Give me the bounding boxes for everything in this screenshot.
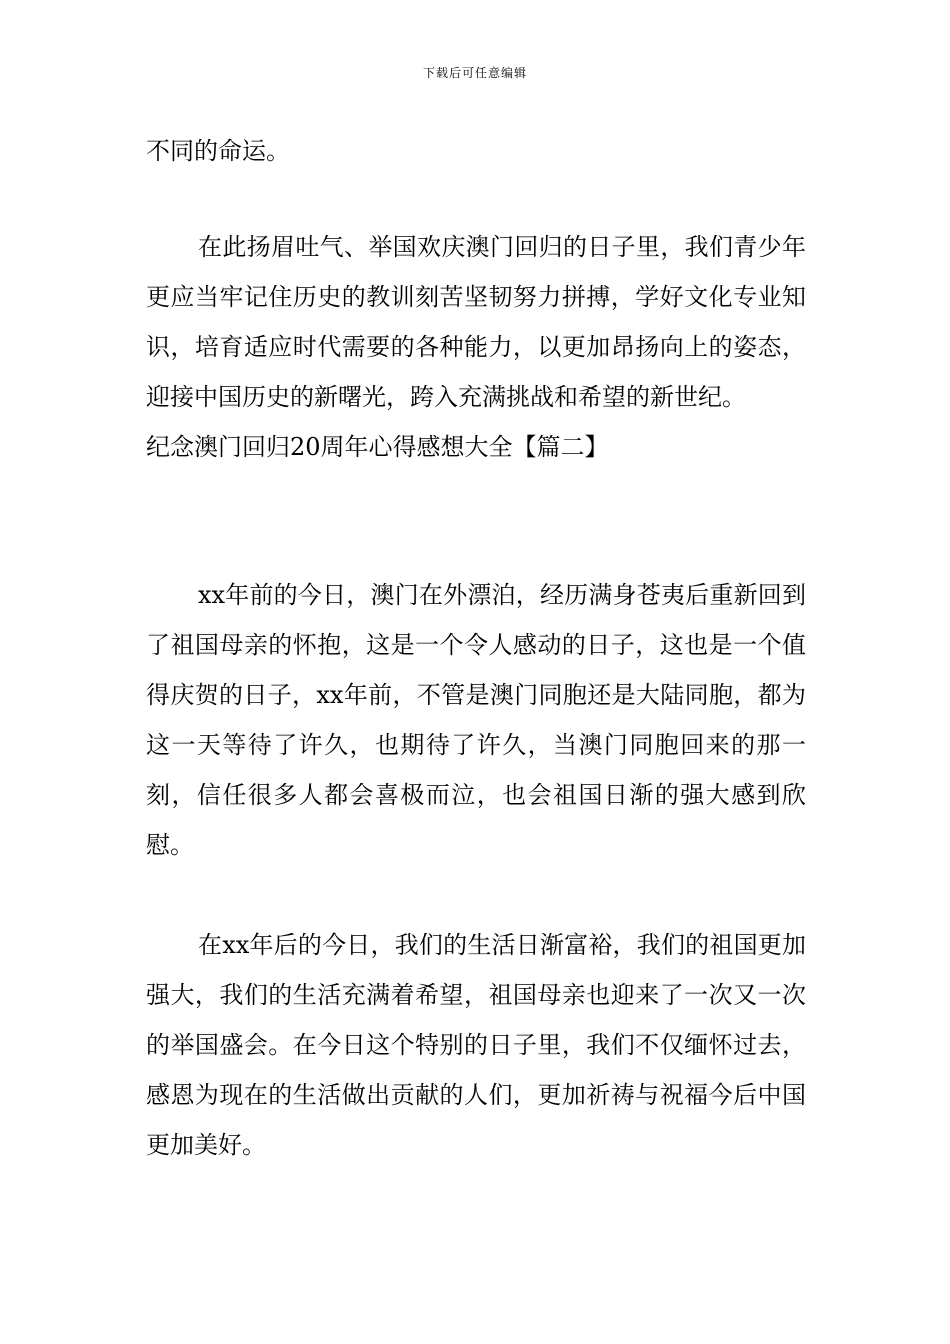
paragraph-return-day: xx年前的今日，澳门在外漂泊，经历满身苍夷后重新回到了祖国母亲的怀抱，这是一个令人感动的日子，这也是一个值得庆贺的日子，xx年前，不管是澳门同胞还是大陆同胞，都为这一天等待了许久，也期待了许久，当澳门同胞回来的那一刻，信任很多人都会喜极而泣，也会祖国日渐的强大感到欣慰。 xyxy=(146,581,806,859)
paragraph-youth-duty: 在此扬眉吐气、举国欢庆澳门回归的日子里，我们青少年更应当牢记住历史的教训刻苦坚韧努力拼搏，学好文化专业知识，培育适应时代需要的各种能力，以更加昂扬向上的姿态，迎接中国历史的新曙光，跨入充满挑战和希望的新世纪。 xyxy=(146,233,806,411)
paragraph-continuation: 不同的命运。 xyxy=(146,137,290,165)
document-body xyxy=(146,126,806,1170)
paragraph-today: 在xx年后的今日，我们的生活日渐富裕，我们的祖国更加强大，我们的生活充满着希望，祖国母亲也迎来了一次又一次的举国盛会。在今日这个特别的日子里，我们不仅缅怀过去，感恩为现在的生活做出贡献的人们，更加祈祷与祝福今后中国更加美好。 xyxy=(146,931,806,1159)
section-heading: 纪念澳门回归20周年心得感想大全【篇二】 xyxy=(146,433,609,461)
page-header: 下载后可任意编辑 xyxy=(422,66,527,80)
